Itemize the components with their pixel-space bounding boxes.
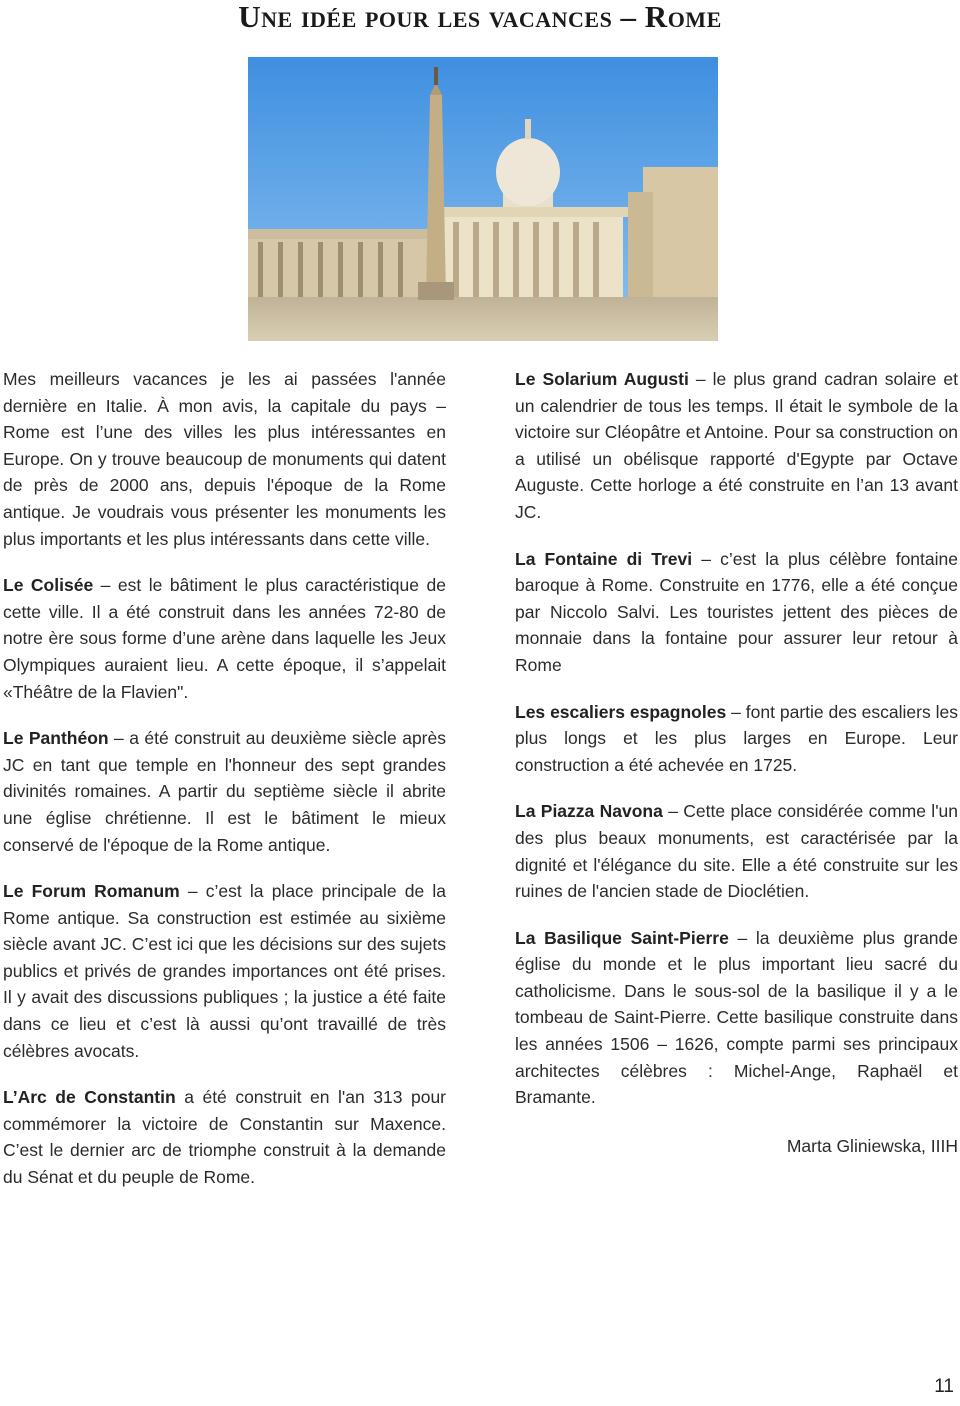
section-heading: Le Panthéon [3,728,109,749]
section-heading: Les escaliers espagnoles [515,701,727,722]
section-colisee [3,572,446,705]
square [248,297,718,341]
section-text: – est le bâtiment le plus caractéristique de cette ville. Il a été construit dans les années 72-80 de notre ère sous forme d’une arène dans laquelle les Jeux Olympiques auraient lieu. A cette époque, il s’appelait «Théâtre de la Flavien". [3,575,446,702]
section-solarium [515,366,958,526]
section-text: – font partie des escaliers les plus longs et les plus larges en Europe. Leur construction a été achevée en 1725. [515,701,959,775]
page-number: 11 [934,1376,954,1397]
section-escaliers [515,699,958,779]
apostolic-palace [643,167,718,297]
section-heading: La Piazza Navona [515,801,663,822]
intro-paragraph: Mes meilleurs vacances je les ai passées l'année dernière en Italie. À mon avis, la capitale du pays – Rome est l’une des villes les plus intéressantes en Europe. On y trouve beaucoup de monuments qui datent de près de 2000 ans, depuis l'époque de la Rome antique. Je voudrais vous présenter les monuments les plus importants et les plus intéressants dans cette ville. [3,369,446,549]
left-column [3,366,446,1211]
section-heading: L’Arc de Constantin [3,1087,176,1108]
section-text: – le plus grand cadran solaire et un calendrier de tous les temps. Il était le symbole de la victoire sur Cléopâtre et Antoine. Pour sa construction on a utilisé un obélisque rapporté d'Egypte par Octave Auguste. Cette horloge a été construite en l’an 13 avant JC. [515,369,958,522]
section-text: – c’est la place principale de la Rome antique. Sa construction est estimée au sixième siècle avant JC. C’est ici que les décisions sur des sujets publics et privés de grandes importances ont été prises. Il y avait des discussions publiques ; la justice a été faite dans ce lieu et c’est là aussi qu’ont travaillé de très célèbres avocats. [3,881,446,1061]
section-heading: Le Solarium Augusti [515,369,689,389]
section-pantheon [3,725,446,858]
section-text: – Cette place considérée comme l'un des plus beaux monuments, est caractérisée par la dignité et l'élégance du site. Elle a été construite sur les ruines de l'ancien stade de Dioclétien. [515,801,958,902]
page-title: Une idée pour les vacances – Rome [238,0,722,34]
author-signature: Marta Gliniewska, IIIH [786,1135,958,1156]
section-basilique [515,925,958,1111]
section-heading: La Basilique Saint-Pierre [515,927,729,948]
section-trevi [515,546,958,679]
st-peters-photo [248,57,718,341]
section-text: a été construit en l'an 313 pour commémorer la victoire de Constantin sur Maxence. C’est le dernier arc de triomphe construit à la demande du Sénat et du peuple de Rome. [3,1087,446,1188]
section-navona [515,798,958,904]
section-forum [3,878,446,1064]
section-heading: Le Forum Romanum [3,881,180,902]
dome [496,138,560,206]
section-text: – a été construit au deuxième siècle après JC en tant que temple en l'honneur des sept grandes divinités romaines. A partir du septième siècle il abrite une église chrétienne. Il est le bâtiment le mieux conservé de l'époque de la Rome antique. [3,728,446,855]
section-text: – la deuxième plus grande église du monde et le plus important lieu sacré du catholicisme. Dans le sous-sol de la basilique il y a le tombeau de Saint-Pierre. Cette basilique construite dans les années 1506 – 1626, compte parmi ses principaux architectes célèbres : Michel-Ange, Raphaël et Bramante. [515,927,959,1108]
section-heading: Le Colisée [3,575,94,596]
section-heading: La Fontaine di Trevi [515,548,693,569]
right-column [515,366,958,1159]
section-arc [3,1084,446,1190]
section-text: – c’est la plus célèbre fontaine baroque à Rome. Construite en 1776, elle a été conçue par Niccolo Salvi. Les touristes jettent des pièces de monnaie dans la fontaine pour assurer leur retour à Rome [515,548,958,675]
